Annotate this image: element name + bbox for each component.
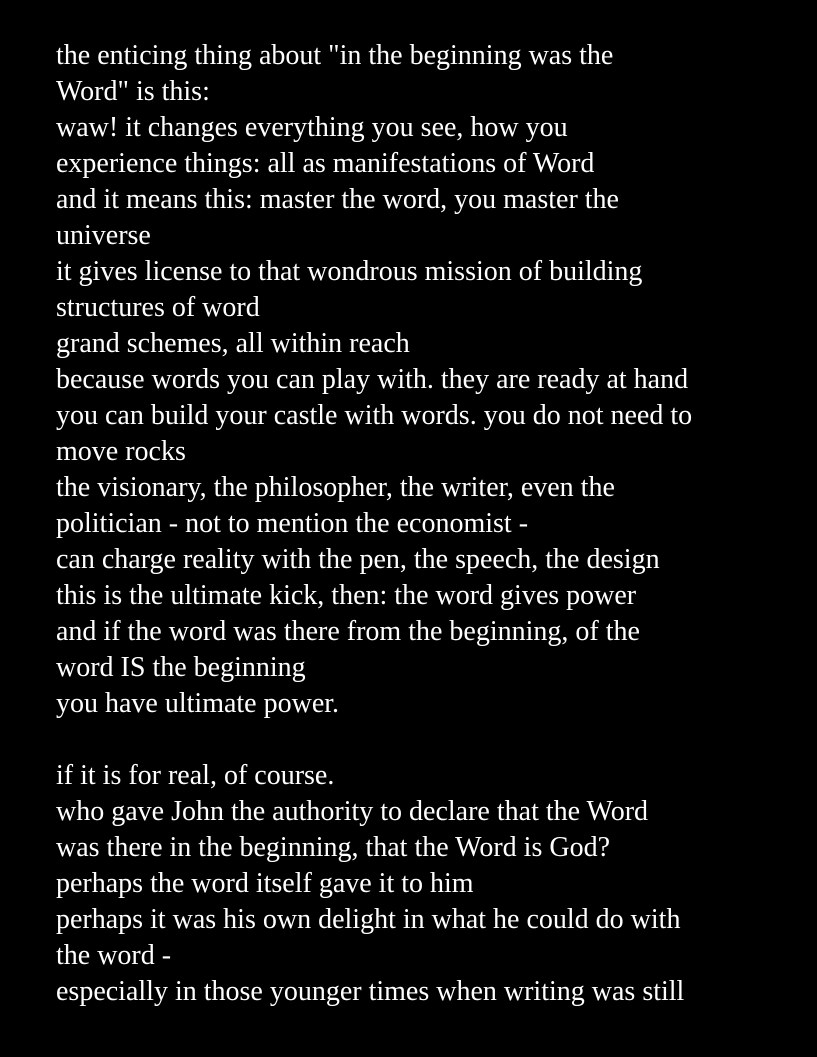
text-line: this is the ultimate kick, then: the word gives power: [56, 580, 637, 611]
text-line: was there in the beginning, that the Word is God?: [56, 832, 610, 863]
text-line: who gave John the authority to declare that the Word: [56, 796, 649, 827]
text-line: perhaps it was his own delight in what he could do with: [56, 904, 681, 935]
text-line: structures of word: [56, 292, 260, 323]
text-line: and it means this: master the word, you master the: [56, 184, 619, 215]
text-line: grand schemes, all within reach: [56, 328, 410, 359]
blank-line: [56, 722, 796, 758]
text-line: experience things: all as manifestations of Word: [56, 148, 595, 179]
text-line: Word" is this:: [56, 76, 210, 107]
text-line: especially in those younger times when writing was still: [56, 976, 685, 1007]
text-line: move rocks: [56, 436, 186, 467]
text-line: the word -: [56, 940, 172, 971]
document-body: [56, 38, 796, 1010]
text-line: universe: [56, 220, 151, 251]
text-line: and if the word was there from the beginning, of the: [56, 616, 640, 647]
text-line: perhaps the word itself gave it to him: [56, 868, 474, 899]
text-line: word IS the beginning: [56, 652, 306, 683]
text-line: the visionary, the philosopher, the writer, even the: [56, 472, 615, 503]
text-line: you can build your castle with words. you do not need to: [56, 400, 693, 431]
text-line: the enticing thing about "in the beginning was the: [56, 40, 614, 71]
text-line: because words you can play with. they are ready at hand: [56, 364, 689, 395]
text-line: you have ultimate power.: [56, 688, 340, 719]
text-line: it gives license to that wondrous mission of building: [56, 256, 643, 287]
text-line: waw! it changes everything you see, how you: [56, 112, 568, 143]
text-line: politician - not to mention the economist -: [56, 508, 529, 539]
text-line: if it is for real, of course.: [56, 760, 335, 791]
text-line: can charge reality with the pen, the speech, the design: [56, 544, 660, 575]
